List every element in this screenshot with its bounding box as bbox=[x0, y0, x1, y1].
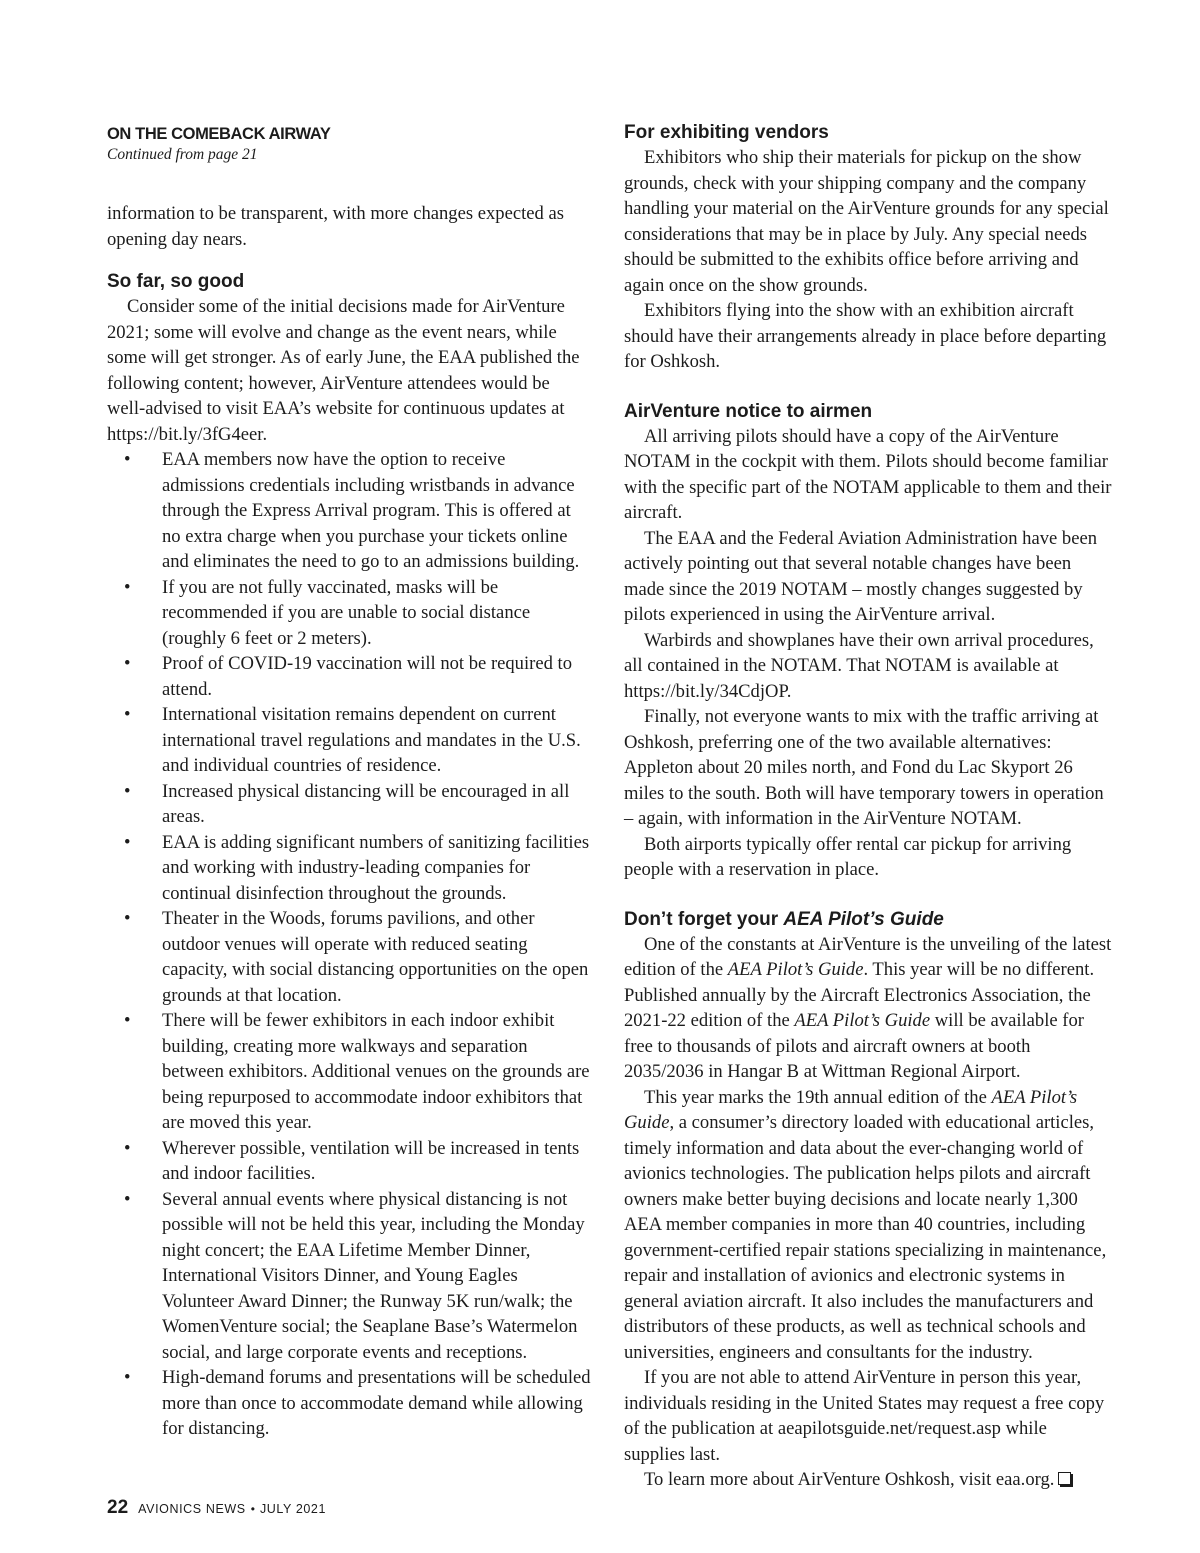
list-item: • High-demand forums and presentations will be scheduled more than once to accommodate demand while allowing for distancing. bbox=[124, 1367, 591, 1439]
section-heading-guide: Don’t forget your AEA Pilot’s Guide bbox=[624, 908, 944, 930]
bullet-glyph: • bbox=[124, 704, 131, 725]
notam-paragraph-2: The EAA and the Federal Aviation Administration have been actively pointing out that several notable changes have been made since the 2019 NOTAM – mostly changes suggested by pilots experienced in using the AirVenture arrival. bbox=[624, 527, 1098, 625]
bullet-glyph: • bbox=[124, 908, 131, 929]
left-column bbox=[107, 120, 592, 1442]
section-heading-so-far: So far, so good bbox=[107, 271, 245, 292]
vendors-paragraph-1: Exhibitors who ship their materials for pickup on the show grounds, check with your shipping company and the company handling your material on the AirVenture grounds for any special considerations that may be in place by July. Any special needs should be submitted to the exhibits office before arriving and again once on the show grounds. bbox=[624, 147, 1109, 296]
list-item: • Increased physical distancing will be encouraged in all areas. bbox=[124, 780, 570, 827]
bullet-glyph: • bbox=[124, 449, 131, 470]
guide-title-italic: AEA Pilot’s Guide bbox=[783, 908, 944, 930]
bullet-glyph: • bbox=[124, 831, 131, 853]
publication-name: AVIONICS NEWS bbox=[138, 1502, 246, 1516]
guide-paragraph-1: One of the constants at AirVenture is the unveiling of the latest edition of the AEA Pilot’s Guide. This year will be no different. Published annually by the Aircraft Electronics Association, the 2021-22 edition of the AEA Pilot’s Guide will be available for free to thousands of pilots and aircraft owners at booth 2035/2036 in Hangar B at Wittman Regional Airport. bbox=[624, 933, 1112, 1082]
guide-paragraph-4: To learn more about AirVenture Oshkosh, visit eaa.org. bbox=[624, 1467, 1112, 1493]
article-kicker: ON THE COMEBACK AIRWAY bbox=[107, 125, 331, 143]
list-item: • Proof of COVID-19 vaccination will not be required to attend. bbox=[124, 653, 572, 700]
list-item: • International visitation remains dependent on current international travel regulations and mandates in the U.S. and individual countries of residence. bbox=[124, 704, 581, 776]
page-number: 22 bbox=[107, 1497, 129, 1518]
section-heading-notam: AirVenture notice to airmen bbox=[624, 400, 873, 422]
section-heading-vendors: For exhibiting vendors bbox=[624, 122, 829, 143]
list-item: • EAA members now have the option to receive admissions credentials including wristbands in advance through the Express Arrival program. This is offered at no extra charge when you purchase your tickets online and eliminates the need to go to an admissions building. bbox=[124, 449, 580, 572]
guide-paragraph-2: This year marks the 19th annual edition of the AEA Pilot’s Guide, a consumer’s directory loaded with educational articles, timely information and data about the ever-changing world of avionics technologies. The publication helps pilots and aircraft owners make better buying decisions and locate nearly 1,300 AEA member companies in more than 40 countries, including government-certified repair stations specializing in maintenance, repair and installation of avionics and electronic systems in general aviation aircraft. It also includes the manufacturers and distributors of these products, as well as technical schools and universities, engineers and consultants for the industry. bbox=[624, 1086, 1107, 1363]
intro-paragraph: information to be transparent, with more changes expected as opening day nears. bbox=[107, 203, 564, 250]
list-item: • Wherever possible, ventilation will be increased in tents and indoor facilities. bbox=[124, 1137, 580, 1184]
notam-paragraph-5: Both airports typically offer rental car pickup for arriving people with a reservation in place. bbox=[624, 833, 1072, 880]
right-column bbox=[624, 120, 1112, 1493]
issue-date: JULY 2021 bbox=[259, 1502, 327, 1516]
page-footer bbox=[107, 1497, 326, 1519]
list-item: • There will be fewer exhibitors in each indoor exhibit building, creating more walkways and separation between exhibitors. Additional venues on the grounds are being repurposed to accommodate indoor exhibitors that are moved this year. bbox=[124, 1010, 590, 1133]
list-item: • If you are not fully vaccinated, masks will be recommended if you are unable to social distance (roughly 6 feet or 2 meters). bbox=[124, 576, 531, 649]
list-item: • Theater in the Woods, forums pavilions, and other outdoor venues will operate with reduced seating capacity, with social distancing opportunities on the open grounds at that location. bbox=[124, 908, 589, 1006]
bullet-glyph: • bbox=[124, 576, 131, 598]
notam-paragraph-4: Finally, not everyone wants to mix with the traffic arriving at Oshkosh, preferring one of the two available alternatives: Appleton about 20 miles north, and Fond du Lac Skyport 26 miles to the south. Both will have temporary towers in operation – again, with information in the AirVenture NOTAM. bbox=[624, 706, 1104, 829]
list-item: • Several annual events where physical distancing is not possible will not be held this year, including the Monday night concert; the EAA Lifetime Member Dinner, International Visitors Dinner, and Young Eagles Volunteer Award Dinner; the Runway 5K run/walk; the WomenVenture social; the Seaplane Base’s Watermelon social, and large corporate events and receptions. bbox=[124, 1188, 585, 1363]
vendors-paragraph-2: Exhibitors flying into the show with an exhibition aircraft should have their arrangements already in place before departing for Oshkosh. bbox=[624, 300, 1107, 372]
list-item: • EAA is adding significant numbers of sanitizing facilities and working with industry-leading companies for continual disinfection throughout the grounds. bbox=[124, 831, 590, 904]
footer-separator: • bbox=[250, 1502, 255, 1516]
bullet-glyph: • bbox=[124, 1188, 131, 1210]
bullet-glyph: • bbox=[124, 1137, 131, 1159]
notam-paragraph-1: All arriving pilots should have a copy of the AirVenture NOTAM in the cockpit with them. Pilots should become familiar with the specific part of the NOTAM applicable to them and their aircraft. bbox=[624, 425, 1112, 523]
bullet-list bbox=[107, 447, 592, 1442]
bullet-glyph: • bbox=[124, 1367, 131, 1388]
bullet-glyph: • bbox=[124, 1010, 131, 1031]
guide-paragraph-3: If you are not able to attend AirVenture in person this year, individuals residing in the United States may request a free copy of the publication at aeapilotsguide.net/request.asp while supplies last. bbox=[624, 1367, 1105, 1465]
bullet-glyph: • bbox=[124, 780, 131, 802]
continued-note: Continued from page 21 bbox=[107, 146, 258, 163]
end-mark-icon bbox=[1058, 1472, 1071, 1485]
bullet-glyph: • bbox=[124, 653, 131, 674]
section-paragraph: Consider some of the initial decisions made for AirVenture 2021; some will evolve and change as the event nears, while some will get stronger. As of early June, the EAA published the following content; however, AirVenture attendees would be well-advised to visit EAA’s website for continuous updates at https://bit.ly/3fG4eer. bbox=[107, 296, 580, 445]
notam-paragraph-3: Warbirds and showplanes have their own arrival procedures, all contained in the NOTAM. That NOTAM is available at https://bit.ly/34CdjOP. bbox=[624, 629, 1094, 702]
